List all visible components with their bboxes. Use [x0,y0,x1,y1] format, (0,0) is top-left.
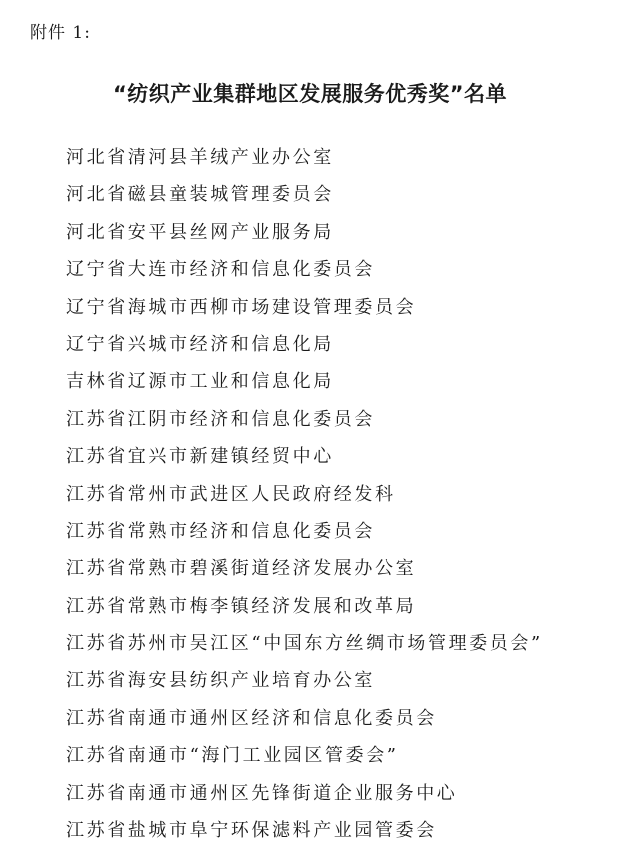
award-list [66,146,543,856]
list-item: 江苏省常熟市碧溪街道经济发展办公室 [66,558,417,580]
list-item: 河北省安平县丝网产业服务局 [66,221,334,243]
list-item: 江苏省苏州市吴江区“中国东方丝绸市场管理委员会” [66,633,543,655]
list-item: 河北省清河县羊绒产业办公室 [66,147,334,168]
list-item: 江苏省常熟市梅李镇经济发展和改革局 [66,595,417,617]
list-item: 江苏省南通市通州区经济和信息化委员会 [66,707,437,729]
list-item: 江苏省盐城市阜宁环保滤料产业园管委会 [66,820,437,842]
list-item: 辽宁省兴城市经济和信息化局 [66,333,334,355]
list-item: 辽宁省海城市西柳市场建设管理委员会 [66,296,417,318]
list-item: 辽宁省大连市经济和信息化委员会 [66,259,375,281]
list-item: 江苏省常州市武进区人民政府经发科 [66,483,396,505]
list-item: 江苏省宜兴市新建镇经贸中心 [66,446,334,468]
list-item: 江苏省南通市通州区先锋街道企业服务中心 [66,782,458,804]
list-item: 江苏省海安县纺织产业培育办公室 [66,670,375,692]
list-item: 江苏省常熟市经济和信息化委员会 [66,520,375,542]
attachment-label: 附件 1: [30,23,91,43]
page-title: “纺织产业集群地区发展服务优秀奖”名单 [112,82,508,106]
list-item: 河北省磁县童装城管理委员会 [66,184,334,206]
list-item: 吉林省辽源市工业和信息化局 [66,371,334,393]
list-item: 江苏省南通市“海门工业园区管委会” [66,745,399,767]
list-item: 江苏省江阴市经济和信息化委员会 [66,408,375,430]
